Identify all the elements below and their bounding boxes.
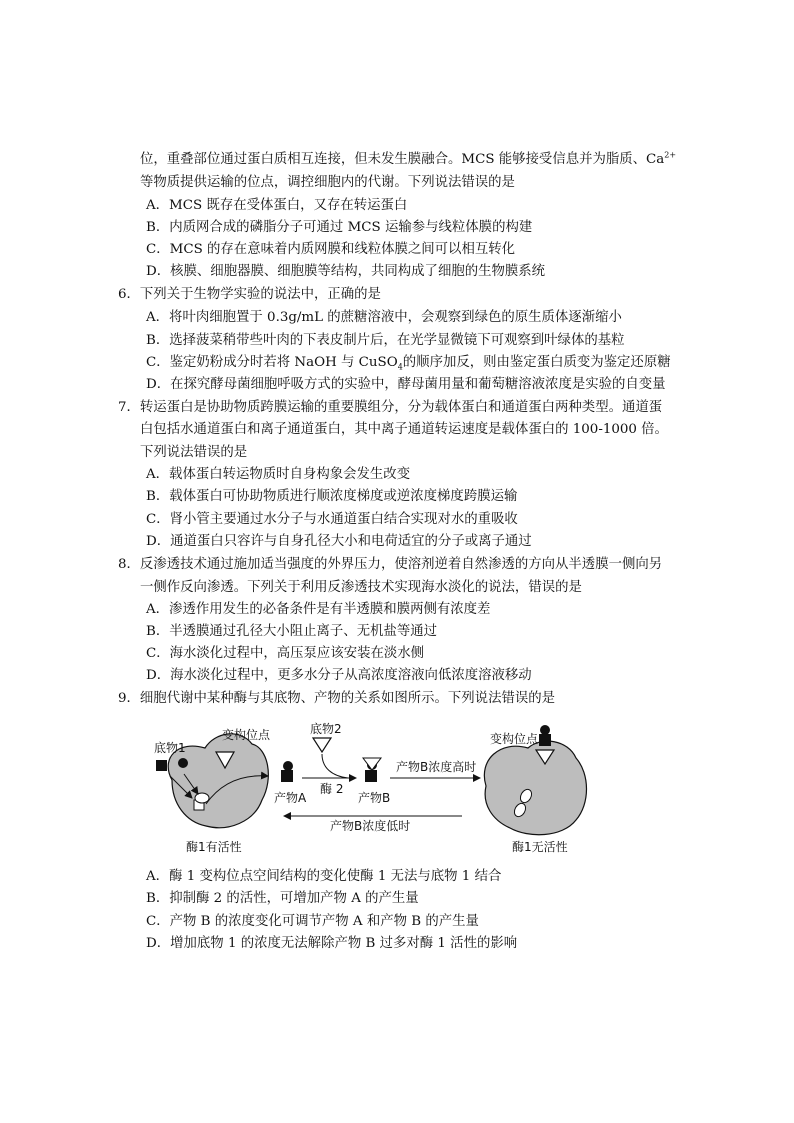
q6-option-c: C．鉴定奶粉成分时若将 NaOH 与 CuSO$_4$的顺序加反，则由鉴定蛋白质变为鉴定还原糖 bbox=[146, 355, 671, 372]
enzyme1-inactive-shape bbox=[484, 741, 586, 835]
product-a-square bbox=[281, 770, 293, 782]
q5-stem-line2: 等物质提供运输的位点，调控细胞内的代谢。下列说法错误的是 bbox=[140, 175, 515, 190]
q7-option-d: D．通道蛋白只容许与自身孔径大小和电荷适宜的分子或离子通过 bbox=[146, 534, 532, 549]
q8-option-a: A．渗透作用发生的必备条件是有半透膜和膜两侧有浓度差 bbox=[146, 602, 491, 617]
q7-option-b: B．载体蛋白可协助物质进行顺浓度梯度或逆浓度梯度跨膜运输 bbox=[146, 489, 518, 504]
q8-stem-line1: 8．反渗透技术通过施加适当强度的外界压力，使溶剂逆着自然渗透的方向从半透膜一侧向另 bbox=[118, 557, 663, 572]
product-b-triangle bbox=[363, 758, 381, 770]
q6-stem: 6．下列关于生物学实验的说法中，正确的是 bbox=[118, 287, 381, 302]
substrate2-triangle bbox=[313, 738, 331, 752]
q5-option-d: D．核膜、细胞器膜、细胞膜等结构，共同构成了细胞的生物膜系统 bbox=[146, 264, 546, 279]
q9-option-c: C．产物 B 的浓度变化可调节产物 A 和产物 B 的产生量 bbox=[146, 914, 479, 929]
label-enzyme2: 酶 2 bbox=[320, 782, 344, 796]
q5-option-c: C．MCS 的存在意味着内质网膜和线粒体膜之间可以相互转化 bbox=[146, 242, 516, 257]
q5-option-a: A．MCS 既存在受体蛋白，又存在转运蛋白 bbox=[146, 198, 408, 213]
label-substrate2: 底物2 bbox=[310, 722, 342, 736]
q7-option-c: C．肾小管主要通过水分子与水通道蛋白结合实现对水的重吸收 bbox=[146, 512, 518, 527]
q6-option-b: B．选择菠菜稍带些叶肉的下表皮制片后，在光学显微镜下可观察到叶绿体的基粒 bbox=[146, 333, 625, 348]
q7-stem-line2: 白包括水通道蛋白和离子通道蛋白，其中离子通道转运速度是载体蛋白的 100-1000 倍。 bbox=[140, 422, 668, 437]
q9-option-d: D．增加底物 1 的浓度无法解除产物 B 过多对酶 1 活性的影响 bbox=[146, 936, 518, 951]
q8-option-c: C．海水淡化过程中，高压泵应该安装在淡水侧 bbox=[146, 646, 425, 661]
q5-stem-line1: 位，重叠部位通过蛋白质相互连接，但未发生膜融合。MCS 能够接受信息并为脂质、$Ca^{2+}$ bbox=[140, 150, 677, 167]
q5-option-b: B．内质网合成的磷脂分子可通过 MCS 运输参与线粒体膜的构建 bbox=[146, 220, 533, 235]
bound-product-b-circle bbox=[540, 725, 550, 735]
label-product-a: 产物A bbox=[274, 791, 307, 805]
q8-option-b: B．半透膜通过孔径大小阻止离子、无机盐等通过 bbox=[146, 624, 438, 639]
product-b-square bbox=[365, 770, 377, 782]
label-high-conc: 产物B浓度高时 bbox=[396, 760, 477, 774]
label-allosteric-right: 变构位点 bbox=[490, 732, 539, 746]
bound-substrate-oval bbox=[195, 793, 209, 803]
label-product-b: 产物B bbox=[358, 791, 391, 805]
q9-option-b: B．抑制酶 2 的活性，可增加产物 A 的产生量 bbox=[146, 891, 419, 906]
q7-option-a: A．载体蛋白转运物质时自身构象会发生改变 bbox=[146, 467, 411, 482]
label-enzyme1-active: 酶1有活性 bbox=[186, 840, 242, 854]
enzyme-regulation-figure bbox=[150, 718, 610, 858]
q9-option-a: A．酶 1 变构位点空间结构的变化使酶 1 无法与底物 1 结合 bbox=[146, 869, 502, 884]
label-allosteric-left: 变构位点 bbox=[222, 728, 271, 742]
substrate1-square bbox=[156, 760, 167, 771]
label-enzyme1-inactive: 酶1无活性 bbox=[512, 840, 568, 854]
q6-option-d: D．在探究酵母菌细胞呼吸方式的实验中，酵母菌用量和葡萄糖溶液浓度是实验的自变量 bbox=[146, 377, 666, 392]
q8-stem-line2: 一侧作反向渗透。下列关于利用反渗透技术实现海水淡化的说法，错误的是 bbox=[140, 580, 582, 595]
q7-stem-line3: 下列说法错误的是 bbox=[140, 445, 248, 460]
q8-option-d: D．海水淡化过程中，更多水分子从高浓度溶液向低浓度溶液移动 bbox=[146, 668, 532, 683]
label-low-conc: 产物B浓度低时 bbox=[330, 819, 411, 833]
substrate1-circle bbox=[178, 758, 188, 768]
q6-option-a: A．将叶肉细胞置于 0.3g/mL 的蔗糖溶液中，会观察到绿色的原生质体逐渐缩小 bbox=[146, 310, 622, 325]
product-a-circle bbox=[283, 761, 293, 771]
substrate2-join bbox=[322, 754, 348, 778]
q7-stem-line1: 7．转运蛋白是协助物质跨膜运输的重要膜组分，分为载体蛋白和通道蛋白两种类型。通道蛋 bbox=[118, 400, 663, 415]
label-substrate1: 底物1 bbox=[154, 741, 186, 755]
bound-product-b-square bbox=[539, 734, 551, 746]
q9-stem: 9．细胞代谢中某种酶与其底物、产物的关系如图所示。下列说法错误的是 bbox=[118, 691, 556, 706]
